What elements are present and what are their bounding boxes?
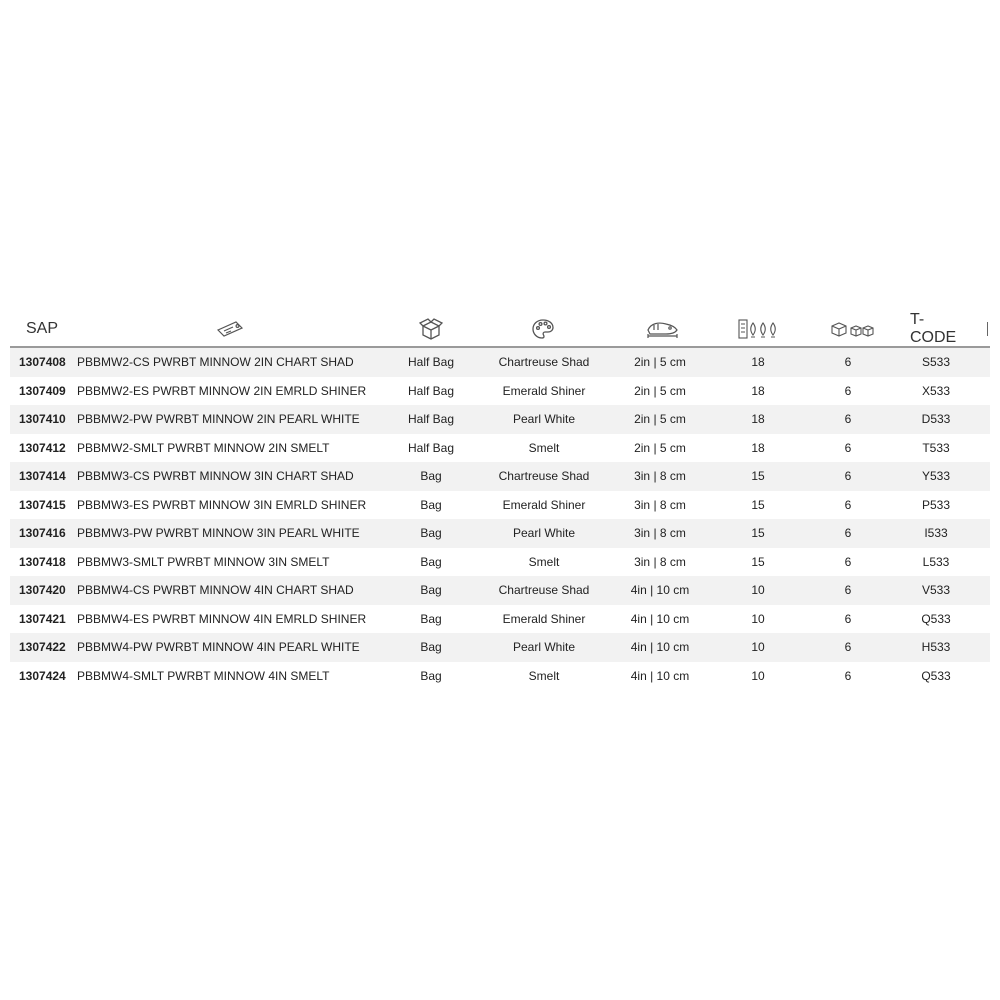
size-cell: 4in | 10 cm <box>630 583 690 597</box>
size-cell: 2in | 5 cm <box>634 440 686 455</box>
quantity-cell: 18 <box>751 440 765 455</box>
sap-cell: 1307418 <box>19 554 66 569</box>
inner-pack-cell: 6 <box>844 526 852 540</box>
quantity-cell: 15 <box>751 497 765 512</box>
color-cell: Chartreuse Shad <box>498 583 590 597</box>
description-cell: PBBMW3-SMLT PWRBT MINNOW 3IN SMELT <box>77 554 330 569</box>
color-cell: Smelt <box>528 440 560 455</box>
description-cell: PBBMW2-PW PWRBT MINNOW 2IN PEARL WHITE <box>77 412 360 426</box>
table-row <box>10 519 990 548</box>
inner-pack-cell: 6 <box>844 640 852 654</box>
tcode-cell: S533 <box>921 355 951 369</box>
table-body <box>10 348 990 690</box>
table-row <box>10 548 990 577</box>
inner-pack-cell: 6 <box>844 554 852 569</box>
packaging-cell: Bag <box>420 583 442 597</box>
color-cell: Smelt <box>528 668 560 683</box>
sap-cell: 1307420 <box>19 583 66 597</box>
color-cell: Emerald Shiner <box>502 611 586 626</box>
table-row <box>10 491 990 520</box>
tcode-cell: Q533 <box>921 668 951 683</box>
sap-cell: 1307424 <box>19 668 66 683</box>
price-tag-icon <box>210 317 250 341</box>
table-row <box>10 633 990 662</box>
table-row <box>10 605 990 634</box>
description-cell: PBBMW4-CS PWRBT MINNOW 4IN CHART SHAD <box>77 583 354 597</box>
packaging-cell: Bag <box>420 469 442 483</box>
packaging-cell: Bag <box>420 611 442 626</box>
product-table <box>10 312 990 690</box>
table-header <box>10 312 990 348</box>
sap-cell: 1307408 <box>19 355 66 369</box>
quantity-cell: 15 <box>751 526 765 540</box>
quantity-cell: 15 <box>751 469 765 483</box>
description-cell: PBBMW2-SMLT PWRBT MINNOW 2IN SMELT <box>77 440 330 455</box>
tcode-cell: Q533 <box>921 611 951 626</box>
description-cell: PBBMW3-PW PWRBT MINNOW 3IN PEARL WHITE <box>77 526 360 540</box>
quantity-cell: 10 <box>751 640 765 654</box>
table-row <box>10 348 990 377</box>
color-cell: Emerald Shiner <box>502 383 586 398</box>
description-cell: PBBMW2-CS PWRBT MINNOW 2IN CHART SHAD <box>77 355 354 369</box>
color-cell: Chartreuse Shad <box>498 355 590 369</box>
tcode-cell: T533 <box>922 440 950 455</box>
color-cell: Emerald Shiner <box>502 497 586 512</box>
inner-pack-cell: 6 <box>844 583 852 597</box>
size-cell: 3in | 8 cm <box>634 554 686 569</box>
inner-pack-cell: 6 <box>844 440 852 455</box>
packaging-cell: Bag <box>420 668 442 683</box>
color-cell: Smelt <box>528 554 560 569</box>
size-cell: 3in | 8 cm <box>634 526 686 540</box>
size-cell: 4in | 10 cm <box>630 640 690 654</box>
packaging-cell: Bag <box>420 640 442 654</box>
packaging-cell: Half Bag <box>407 440 455 455</box>
description-cell: PBBMW3-ES PWRBT MINNOW 3IN EMRLD SHINER <box>77 497 367 512</box>
size-cell: 2in | 5 cm <box>634 383 686 398</box>
description-cell: PBBMW3-CS PWRBT MINNOW 3IN CHART SHAD <box>77 469 354 483</box>
sap-cell: 1307421 <box>19 611 66 626</box>
size-cell: 4in | 10 cm <box>630 668 690 683</box>
tcode-cell: P533 <box>921 497 951 512</box>
quantity-cell: 15 <box>751 554 765 569</box>
tcode-cell: V533 <box>921 583 951 597</box>
packaging-cell: Half Bag <box>407 383 455 398</box>
sap-cell: 1307416 <box>19 526 66 540</box>
inner-pack-cell: 6 <box>844 412 852 426</box>
inner-pack-cell: 6 <box>844 497 852 512</box>
quantity-cell: 10 <box>751 668 765 683</box>
header-sap: SAP <box>26 320 59 337</box>
sap-cell: 1307409 <box>19 383 66 398</box>
package-box-icon <box>418 317 444 341</box>
size-cell: 3in | 8 cm <box>634 497 686 512</box>
inner-pack-boxes-icon <box>828 317 876 341</box>
description-cell: PBBMW4-SMLT PWRBT MINNOW 4IN SMELT <box>77 668 330 683</box>
description-cell: PBBMW4-ES PWRBT MINNOW 4IN EMRLD SHINER <box>77 611 367 626</box>
sap-cell: 1307414 <box>19 469 66 483</box>
quantity-cell: 10 <box>751 583 765 597</box>
packaging-cell: Bag <box>420 526 442 540</box>
inner-pack-cell: 6 <box>844 355 852 369</box>
color-cell: Pearl White <box>512 640 576 654</box>
size-cell: 3in | 8 cm <box>634 469 686 483</box>
description-cell: PBBMW4-PW PWRBT MINNOW 4IN PEARL WHITE <box>77 640 360 654</box>
sap-cell: 1307422 <box>19 640 66 654</box>
quantity-cell: 10 <box>751 611 765 626</box>
inner-pack-cell: 6 <box>844 383 852 398</box>
inner-pack-cell: 6 <box>844 611 852 626</box>
packaging-cell: Bag <box>420 497 442 512</box>
color-cell: Pearl White <box>512 526 576 540</box>
description-cell: PBBMW2-ES PWRBT MINNOW 2IN EMRLD SHINER <box>77 383 367 398</box>
color-cell: Pearl White <box>512 412 576 426</box>
color-palette-icon <box>530 317 556 341</box>
inner-pack-cell: 6 <box>844 668 852 683</box>
size-cell: 2in | 5 cm <box>634 355 686 369</box>
packaging-cell: Half Bag <box>407 412 455 426</box>
table-row <box>10 576 990 605</box>
table-row <box>10 462 990 491</box>
tcode-cell: I533 <box>924 526 948 540</box>
sap-cell: 1307415 <box>19 497 66 512</box>
table-row <box>10 434 990 463</box>
header-edge-divider <box>985 317 990 341</box>
table-row <box>10 377 990 406</box>
color-cell: Chartreuse Shad <box>498 469 590 483</box>
lure-length-ruler-icon <box>642 317 682 341</box>
table-row <box>10 662 990 691</box>
quantity-cell: 18 <box>751 355 765 369</box>
packaging-cell: Half Bag <box>407 355 455 369</box>
tcode-cell: Y533 <box>921 469 951 483</box>
lures-per-pack-icon <box>736 317 782 341</box>
tcode-cell: H533 <box>921 640 951 654</box>
tcode-cell: D533 <box>921 412 951 426</box>
quantity-cell: 18 <box>751 383 765 398</box>
sap-cell: 1307410 <box>19 412 66 426</box>
inner-pack-cell: 6 <box>844 469 852 483</box>
size-cell: 2in | 5 cm <box>634 412 686 426</box>
size-cell: 4in | 10 cm <box>630 611 690 626</box>
tcode-cell: X533 <box>921 383 951 398</box>
tcode-cell: L533 <box>922 554 950 569</box>
packaging-cell: Bag <box>420 554 442 569</box>
table-row <box>10 405 990 434</box>
sap-cell: 1307412 <box>19 440 66 455</box>
quantity-cell: 18 <box>751 412 765 426</box>
header-tcode: T-CODE <box>910 311 957 346</box>
